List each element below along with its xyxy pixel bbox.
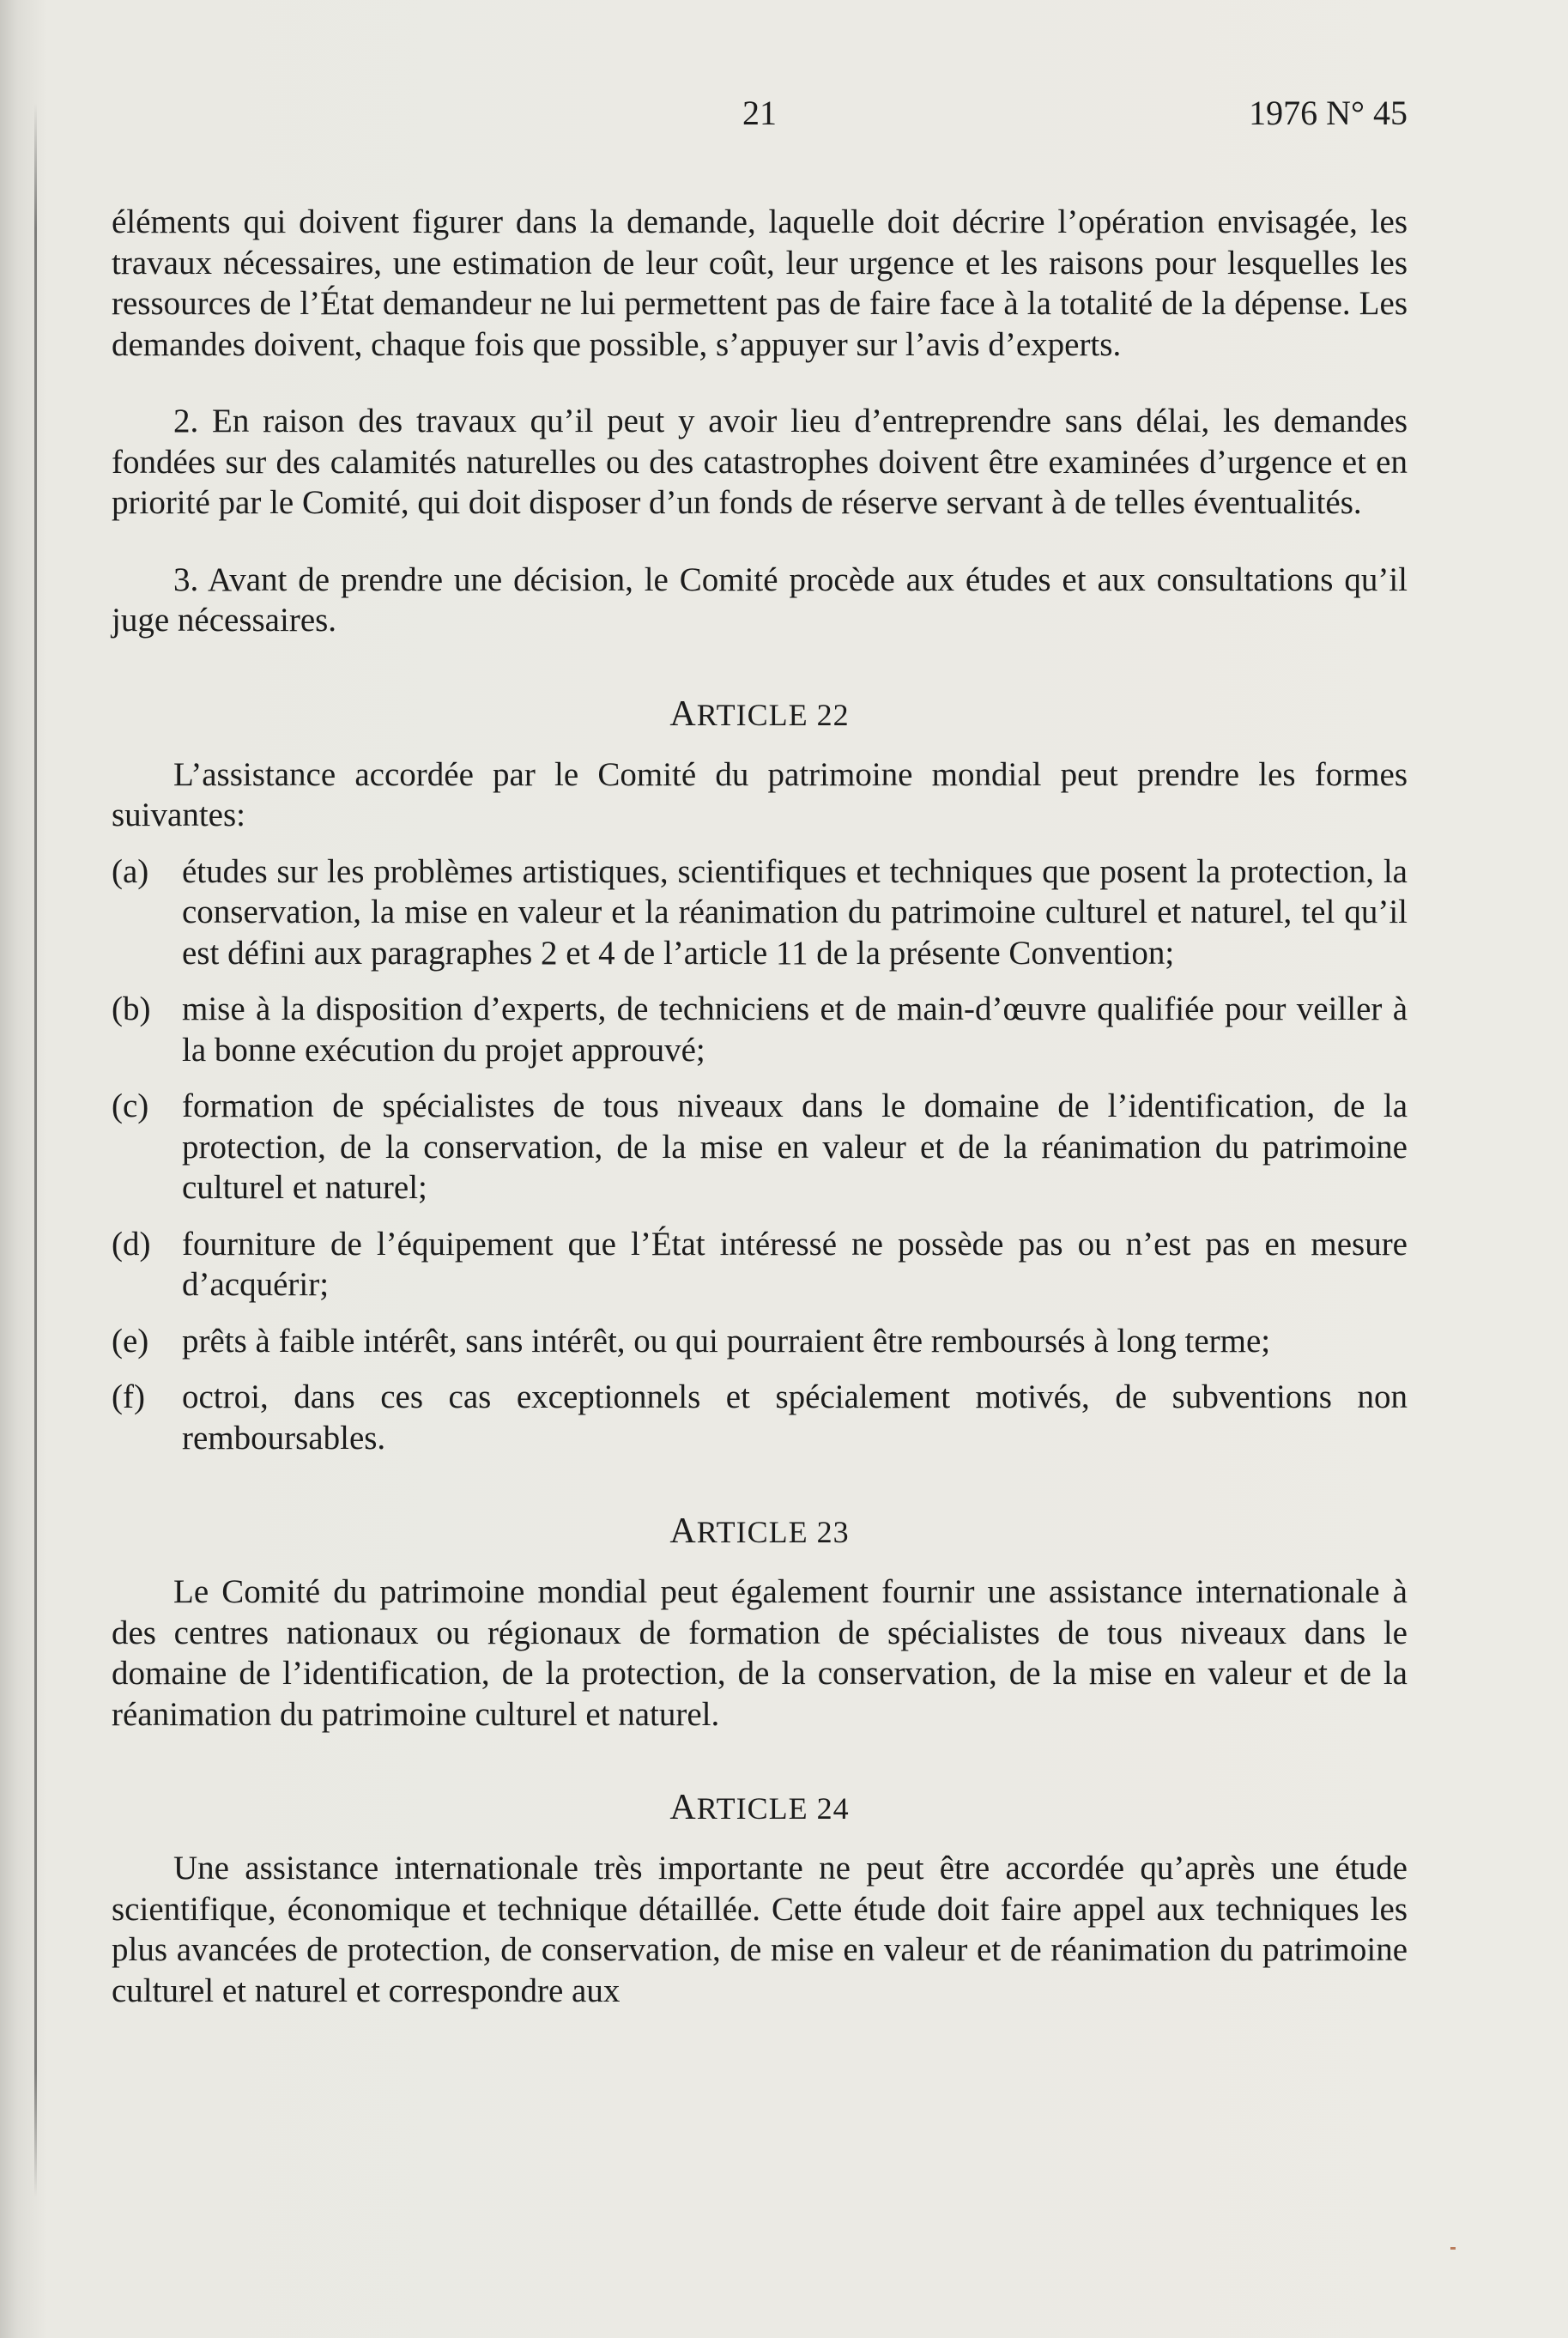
list-item-e xyxy=(112,1321,1408,1362)
page-header xyxy=(112,93,1408,136)
paragraph-2: 2. En raison des travaux qu’il peut y avoir lieu d’entreprendre sans délai, les demandes fondées sur des calamités naturelles ou des catastrophes doivent être examinées d’urgence et en priorité par le Comité, qui doit disposer d’un fonds de réserve servant à de telles éventualités. xyxy=(112,403,1408,521)
paragraph-continuation: éléments qui doivent figurer dans la demande, laquelle doit décrire l’opération envisagée, les travaux nécessaires, une estimation de leur coût, leur urgence et les raisons pour lesquelles les ressources de l’État demandeur ne lui permettent pas de faire face à la totalité de la dépense. Les demandes doivent, chaque fois que possible, s’appuyer sur l’avis d’experts. xyxy=(112,203,1408,363)
list-text: octroi, dans ces cas exceptionnels et spécialement motivés, de subventions non remboursables. xyxy=(182,1378,1408,1457)
list-item-b xyxy=(112,989,1408,1070)
list-label: (f) xyxy=(112,1378,145,1415)
list-label: (a) xyxy=(112,852,149,890)
list-item-a xyxy=(112,851,1408,974)
list-label: (e) xyxy=(112,1322,149,1360)
page-binding-edge xyxy=(34,103,37,2197)
article-23-text: Le Comité du patrimoine mondial peut également fournir une assistance internationale à des centres nationaux ou régionaux de formation de spécialistes de tous niveaux dans le domaine de l’identification, de la protection, de la conservation, de la mise en valeur et de la réanimation du patrimoine culturel et naturel. xyxy=(112,1573,1408,1733)
list-label: (d) xyxy=(112,1225,151,1263)
list-text: prêts à faible intérêt, sans intérêt, ou qui pourraient être remboursés à long terme; xyxy=(182,1322,1271,1360)
list-item-f xyxy=(112,1377,1408,1458)
paragraph-3: 3. Avant de prendre une décision, le Comité procède aux études et aux consultations qu’il juge nécessaires. xyxy=(112,560,1408,639)
page-body xyxy=(112,202,1408,2011)
list-item-c xyxy=(112,1086,1408,1208)
document-reference: 1976 N° 45 xyxy=(1249,94,1408,132)
article-22-heading: ARTICLE 22 xyxy=(669,694,850,734)
list-text: fourniture de l’équipement que l’État intéressé ne possède pas ou n’est pas en mesure d’acquérir; xyxy=(182,1225,1408,1303)
list-label: (c) xyxy=(112,1087,149,1124)
article-23-heading: ARTICLE 23 xyxy=(669,1511,850,1551)
list-item-d xyxy=(112,1224,1408,1305)
list-text: formation de spécialistes de tous niveaux dans le domaine de l’identification, de la protection, de la conservation, de la mise en valeur et de la réanimation du patrimoine culturel et naturel; xyxy=(182,1087,1408,1206)
list-text: mise à la disposition d’experts, de techniciens et de main-d’œuvre qualifiée pour veiller à la bonne exécution du projet approuvé; xyxy=(182,990,1408,1069)
ink-speck xyxy=(1450,2247,1456,2250)
article-22-intro: L’assistance accordée par le Comité du patrimoine mondial peut prendre les formes suivantes: xyxy=(112,755,1408,833)
page-number: 21 xyxy=(742,94,777,132)
list-label: (b) xyxy=(112,990,151,1027)
article-24-heading: ARTICLE 24 xyxy=(669,1788,850,1827)
list-text: études sur les problèmes artistiques, scientifiques et techniques que posent la protection, la conservation, la mise en valeur et la réanimation du patrimoine culturel et naturel, tel qu’il est défini aux paragraphes 2 et 4 de l’article 11 de la présente Convention; xyxy=(182,852,1408,972)
article-24-text: Une assistance internationale très importante ne peut être accordée qu’après une étude scientifique, économique et technique détaillée. Cette étude doit faire appel aux techniques les plus avancées de protection, de conservation, de mise en valeur et de réanimation du patrimoine culturel et naturel et correspondre aux xyxy=(112,1850,1408,2009)
